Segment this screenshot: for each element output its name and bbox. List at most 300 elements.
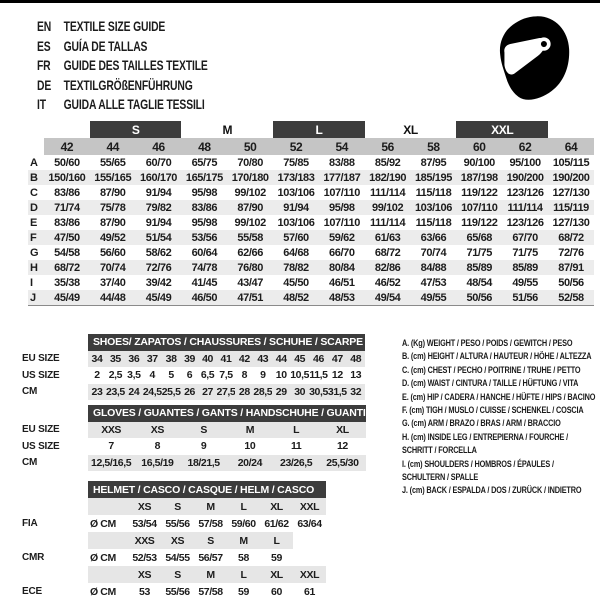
- shoes-size-table: [22, 334, 365, 400]
- measurement-cell: 47/53: [420, 276, 447, 289]
- shoes-value-cell: 6,5: [200, 369, 215, 382]
- helmet-value-cell: 53: [139, 585, 150, 598]
- shoes-value-cell: 30,5: [309, 384, 328, 401]
- measurement-cell: 45/49: [136, 290, 182, 306]
- measurement-cell: 44/48: [90, 290, 136, 306]
- measurement-cell: 82/86: [365, 260, 411, 275]
- racing-helmet-icon: [491, 12, 575, 108]
- legend-item: J. (cm) BACK / ESPALDA / DOS / ZURÜCK / INDIETRO: [402, 484, 582, 496]
- measurement-cell: 46/50: [181, 290, 227, 306]
- measurement-cell: 91/94: [145, 216, 172, 229]
- standard-label-fia: FIA: [22, 518, 38, 529]
- measurement-cell: 64/68: [283, 246, 309, 259]
- language-row: [37, 37, 208, 57]
- blank-cell: [44, 121, 90, 138]
- measurement-cell: 50/56: [558, 276, 584, 289]
- helmet-size-cell: XS: [128, 566, 161, 583]
- shoes-value-cell: 28,5: [253, 384, 272, 401]
- measurement-cell: 47/50: [44, 230, 90, 245]
- helmet-standard-row-fia: [22, 515, 326, 532]
- guide-title-en: TEXTILE SIZE GUIDE: [63, 18, 166, 34]
- measurement-cell: 54/58: [54, 246, 80, 259]
- size-numbers-row: [28, 138, 594, 155]
- shoes-value-cell: 31,5: [328, 384, 347, 401]
- gloves-row-label: CM: [22, 457, 38, 469]
- legend-item: I. (cm) SHOULDERS / HOMBROS / ÉPAULES / SCHULTERN / SPALLE: [402, 457, 554, 483]
- measurement-cell: 58/62: [145, 246, 172, 259]
- measurement-cell: 57/60: [273, 230, 319, 245]
- measurement-cell: 83/88: [329, 156, 355, 169]
- helmet-standard-row-ece: [22, 583, 326, 600]
- measurement-cell: 87/90: [99, 186, 126, 199]
- measurement-cell: 60/70: [145, 156, 172, 169]
- shoes-value-cell: 38: [162, 351, 181, 368]
- gloves-title: GLOVES / GUANTES / GANTS / HANDSCHUHE / GUANTI: [88, 405, 366, 422]
- measurement-cell: 72/76: [136, 260, 182, 275]
- shoes-value-cell: 28: [235, 384, 253, 401]
- helmet-value-cell: 63/64: [297, 517, 322, 530]
- shoes-value-cell: 44: [272, 351, 290, 368]
- measurement-cell: 61/63: [365, 230, 411, 245]
- gloves-row: [22, 455, 366, 472]
- measurement-cell: 46/52: [374, 276, 401, 289]
- helmet-size-cell: L: [227, 498, 260, 515]
- measurement-cell: 111/114: [370, 186, 406, 199]
- language-row: [37, 56, 208, 76]
- measurement-cell: 43/47: [237, 276, 263, 289]
- size-band-xl: XL: [403, 122, 418, 137]
- row-key-cell: B: [28, 170, 44, 185]
- measurement-cell: 105/115: [552, 156, 590, 169]
- measurement-cell: 45/49: [44, 290, 90, 306]
- measurement-cell: 185/195: [411, 170, 457, 185]
- shoes-value-cell: 39: [181, 351, 199, 368]
- shoes-row: [22, 367, 365, 384]
- size-number-cell: 46: [136, 138, 182, 155]
- blank-band-cell: [88, 532, 128, 549]
- legend-item: F. (cm) TIGH / MUSLO / CUISSE / SCHENKEL / COSCIA: [402, 404, 584, 416]
- shoes-value-cell: 36: [125, 351, 143, 368]
- shoes-value-cell: 37: [143, 351, 162, 368]
- helmet-value-cell: 55/56: [165, 517, 190, 530]
- standard-label-ece: ECE: [22, 586, 42, 597]
- measurement-cell: 66/70: [329, 246, 355, 259]
- measurement-cell: 115/118: [415, 186, 452, 199]
- measurement-cell: 49/55: [512, 276, 538, 289]
- measurement-cell: 95/98: [191, 216, 218, 229]
- helmet-value-cell: 61/62: [264, 517, 289, 530]
- language-code: DE: [37, 76, 52, 93]
- helmet-size-cell: XS: [128, 498, 161, 515]
- gloves-value-cell: S: [181, 422, 227, 439]
- shoes-row: [22, 351, 365, 368]
- diameter-unit-cell: Ø CM: [90, 551, 116, 564]
- shoes-value-cell: 2: [94, 369, 100, 382]
- measurement-cell: 72/76: [558, 246, 584, 259]
- measurement-cell: 71/74: [44, 200, 90, 215]
- racing-helmet-svg: [491, 12, 575, 108]
- helmet-size-cell: M: [227, 532, 260, 549]
- guide-title-it: GUIDA ALLE TAGLIE TESSILI: [63, 96, 205, 112]
- shoes-title: SHOES/ ZAPATOS / CHAUSSURES / SCHUHE / SCARPE: [88, 334, 365, 351]
- measurement-cell: 70/74: [420, 246, 447, 259]
- size-number-cell: 64: [548, 138, 594, 155]
- measurement-cell: 165/175: [181, 170, 227, 185]
- measurement-cell: 182/190: [365, 170, 411, 185]
- language-row: [37, 76, 208, 96]
- measurement-cell: 95/98: [191, 186, 218, 199]
- blank-band-cell: [88, 498, 128, 515]
- measurement-cell: 71/75: [512, 246, 538, 259]
- helmet-size-cell: XXS: [128, 532, 161, 549]
- shoes-value-cell: 2,5: [108, 369, 123, 382]
- measurement-cell: 95/100: [509, 156, 541, 169]
- measurement-cell: 78/82: [273, 260, 319, 275]
- measurement-cell: 68/72: [548, 230, 594, 245]
- measurement-cell: 85/89: [502, 260, 548, 275]
- shoes-value-cell: 23,5: [106, 384, 125, 401]
- measurement-cell: 103/106: [411, 200, 457, 215]
- measurement-cell: 56/60: [99, 246, 126, 259]
- gloves-value-cell: 12: [336, 440, 348, 453]
- gloves-value-cell: 25,5/30: [319, 455, 365, 472]
- row-key-cell: F: [28, 230, 44, 245]
- legend-item: C. (cm) CHEST / PECHO / POITRINE / TRUHE / PETTO: [402, 363, 581, 375]
- measurement-cell: 65/68: [456, 230, 502, 245]
- shoes-value-cell: 6: [186, 369, 193, 382]
- shoes-value-cell: 10: [275, 369, 287, 382]
- helmet-value-cell: 57/58: [198, 585, 223, 598]
- measurement-cell: 115/119: [548, 200, 594, 215]
- shoes-value-cell: 27,5: [217, 384, 236, 401]
- helmet-sizes-row: [22, 566, 326, 583]
- helmet-standard-row-cmr: [22, 549, 326, 566]
- size-number-cell: 62: [502, 138, 548, 155]
- shoes-value-cell: 26: [181, 384, 199, 401]
- blank-cell: [22, 405, 88, 422]
- blank-cell: [28, 138, 44, 155]
- measurement-legend: [402, 336, 597, 497]
- gloves-value-cell: 8: [154, 440, 161, 453]
- gloves-header-row: [22, 405, 366, 422]
- measurement-cell: 99/102: [365, 200, 411, 215]
- diameter-unit-cell: Ø CM: [90, 585, 116, 598]
- helmet-size-cell: XS: [161, 532, 194, 549]
- helmet-size-cell: M: [194, 498, 227, 515]
- gloves-value-cell: 11: [290, 440, 302, 453]
- measurement-cell: 83/86: [54, 186, 80, 199]
- legend-item: G. (cm) ARM / BRAZO / BRAS / ARM / BRACCIO: [402, 417, 561, 429]
- measurement-cell: 47/51: [227, 290, 273, 306]
- measurement-cell: 55/65: [99, 156, 126, 169]
- measurement-cell: 90/100: [463, 156, 495, 169]
- measurement-row-G: [28, 245, 594, 260]
- measurement-cell: 45/50: [283, 276, 309, 289]
- guide-title-fr: GUIDE DES TAILLES TEXTILE: [63, 57, 208, 73]
- size-number-cell: 60: [456, 138, 502, 155]
- gloves-value-cell: 12,5/16,5: [88, 455, 134, 472]
- guide-title-de: TEXTILGRÖßENFÜHRUNG: [63, 76, 193, 93]
- language-title-list: [37, 17, 208, 115]
- measurement-cell: 53/56: [181, 230, 227, 245]
- size-number-cell: 48: [181, 138, 227, 155]
- shoes-row: [22, 384, 365, 401]
- measurement-row-J: [28, 290, 594, 306]
- measurement-cell: 75/78: [90, 200, 136, 215]
- gloves-value-cell: XS: [134, 422, 180, 439]
- gloves-row-label: EU SIZE: [22, 424, 60, 436]
- measurement-cell: 87/90: [99, 216, 126, 229]
- diameter-unit-cell: Ø CM: [90, 517, 116, 530]
- row-key-cell: I: [30, 276, 33, 289]
- row-key-cell: A: [30, 156, 38, 169]
- helmet-value-cell: 53/54: [132, 517, 157, 530]
- helmet-value-cell: 54/55: [165, 551, 190, 564]
- row-key-cell: H: [28, 260, 44, 275]
- gloves-row-label: US SIZE: [22, 440, 60, 452]
- shoes-value-cell: 43: [253, 351, 272, 368]
- shoes-value-cell: 47: [328, 351, 347, 368]
- measurement-cell: 65/75: [191, 156, 218, 169]
- helmet-value-cell: 56/57: [198, 551, 223, 564]
- legend-item: A. (Kg) WEIGHT / PESO / POIDS / GEWITCH / PESO: [402, 337, 573, 348]
- helmet-size-cell: M: [194, 566, 227, 583]
- measurement-cell: 49/52: [90, 230, 136, 245]
- gloves-value-cell: 10: [244, 440, 256, 453]
- measurement-cell: 48/53: [319, 290, 365, 306]
- measurement-cell: 55/58: [227, 230, 273, 245]
- row-key-cell: D: [28, 200, 44, 215]
- language-code: ES: [37, 37, 51, 54]
- gloves-value-cell: 23/26,5: [273, 455, 319, 472]
- helmet-size-cell: L: [227, 566, 260, 583]
- measurement-row-I: [28, 275, 594, 290]
- shoes-value-cell: 40: [199, 351, 217, 368]
- shoes-value-cell: 8: [241, 369, 248, 382]
- measurement-cell: 50/60: [54, 156, 80, 169]
- shoes-value-cell: 23: [88, 384, 106, 401]
- size-number-cell: 58: [411, 138, 457, 155]
- shoes-value-cell: 30: [290, 384, 309, 401]
- size-number-cell: 42: [44, 138, 90, 155]
- measurement-row-A: [28, 155, 594, 170]
- measurement-cell: 95/98: [319, 200, 365, 215]
- shoes-header-row: [22, 334, 365, 351]
- gloves-value-cell: L: [273, 422, 319, 439]
- measurement-cell: 37/40: [99, 276, 126, 289]
- measurement-cell: 107/110: [456, 200, 502, 215]
- standard-label-cmr: CMR: [22, 552, 45, 563]
- measurement-cell: 173/183: [273, 170, 319, 185]
- measurement-cell: 127/130: [552, 216, 590, 229]
- helmet-size-cell: S: [161, 498, 194, 515]
- blank-cell: [22, 481, 88, 498]
- measurement-cell: 79/82: [136, 200, 182, 215]
- measurement-cell: 67/70: [502, 230, 548, 245]
- helmet-size-cell: S: [161, 566, 194, 583]
- measurement-cell: 91/94: [145, 186, 172, 199]
- measurement-cell: 35/38: [54, 276, 80, 289]
- measurement-cell: 123/126: [506, 186, 544, 199]
- shoes-value-cell: 4: [149, 369, 155, 382]
- measurement-cell: 70/80: [237, 156, 263, 169]
- gloves-size-table: [22, 405, 366, 471]
- row-key-cell: C: [30, 186, 38, 199]
- measurement-cell: 48/52: [273, 290, 319, 306]
- shoes-value-cell: 42: [235, 351, 253, 368]
- measurement-row-B: [28, 170, 594, 185]
- blank-cell: [22, 498, 88, 515]
- measurement-cell: 46/51: [329, 276, 355, 289]
- helmet-sizes-row: [22, 532, 326, 549]
- gloves-value-cell: 18/21,5: [181, 455, 227, 472]
- helmet-size-cell: XXL: [293, 498, 326, 515]
- gloves-value-cell: 9: [200, 440, 207, 453]
- shoes-value-cell: 10,5: [290, 369, 310, 382]
- helmet-value-cell: 57/58: [198, 517, 223, 530]
- shoes-value-cell: 32: [347, 384, 365, 401]
- shoes-value-cell: 7,5: [219, 369, 233, 382]
- size-number-cell: 44: [90, 138, 136, 155]
- shoes-value-cell: 24,5: [143, 384, 162, 401]
- shoes-value-cell: 24: [125, 384, 143, 401]
- measurement-cell: 160/170: [136, 170, 182, 185]
- measurement-cell: 48/54: [466, 276, 493, 289]
- gloves-row: [22, 438, 366, 455]
- shoes-value-cell: 25,5: [162, 384, 181, 401]
- measurement-cell: 84/88: [411, 260, 457, 275]
- measurement-cell: 150/160: [44, 170, 90, 185]
- shoes-row-label: EU SIZE: [22, 353, 60, 365]
- helmet-value-cell: 60: [271, 585, 282, 598]
- gloves-row: [22, 422, 366, 439]
- helmet-size-table: [22, 481, 326, 600]
- shoes-value-cell: 11,5: [309, 369, 328, 382]
- measurement-cell: 60/64: [191, 246, 218, 259]
- row-key-cell: J: [28, 290, 44, 306]
- measurement-row-E: [28, 215, 594, 230]
- measurement-row-H: [28, 260, 594, 275]
- gloves-value-cell: XXS: [88, 422, 134, 439]
- measurement-cell: 76/80: [227, 260, 273, 275]
- gloves-value-cell: 7: [108, 440, 114, 453]
- language-code: IT: [37, 96, 46, 112]
- blank-cell: [548, 121, 594, 138]
- accessory-tables: [22, 334, 366, 600]
- blank-cell: [28, 121, 44, 138]
- measurement-cell: 68/72: [44, 260, 90, 275]
- gloves-value-cell: 20/24: [227, 455, 273, 472]
- shoes-value-cell: 45: [290, 351, 309, 368]
- blank-cell: [22, 334, 88, 351]
- helmet-size-cell: XXL: [293, 566, 326, 583]
- blank-cell: [22, 532, 88, 549]
- size-band-s: S: [90, 121, 182, 138]
- measurement-row-C: [28, 185, 594, 200]
- measurement-cell: 51/54: [136, 230, 182, 245]
- legend-item: D. (cm) WAIST / CINTURA / TAILLE / HÜFTUNG / VITA: [402, 377, 579, 389]
- measurement-cell: 80/84: [319, 260, 365, 275]
- helmet-value-cell: 52/53: [132, 551, 157, 564]
- measurement-cell: 59/62: [319, 230, 365, 245]
- measurement-cell: 103/106: [277, 216, 315, 229]
- measurement-cell: 91/94: [273, 200, 319, 215]
- measurement-cell: 70/74: [90, 260, 136, 275]
- helmet-value-cell: 61: [304, 585, 315, 598]
- shoes-value-cell: 5: [168, 369, 174, 382]
- shoes-value-cell: 12: [331, 369, 343, 382]
- helmet-size-cell: XL: [260, 566, 293, 583]
- gloves-value-cell: XL: [319, 422, 365, 439]
- shoes-value-cell: 46: [309, 351, 328, 368]
- measurement-cell: 127/130: [552, 186, 590, 199]
- measurement-cell: 87/95: [420, 156, 447, 169]
- measurement-cell: 52/58: [548, 290, 594, 306]
- measurement-cell: 39/42: [145, 276, 172, 289]
- shoes-value-cell: 29: [272, 384, 290, 401]
- helmet-value-cell: 59/60: [231, 517, 256, 530]
- shoes-value-cell: 41: [217, 351, 236, 368]
- measurement-cell: 87/90: [227, 200, 273, 215]
- measurement-cell: 107/110: [323, 186, 360, 199]
- helmet-value-cell: 58: [238, 551, 249, 564]
- measurement-cell: 103/106: [277, 186, 315, 199]
- helmet-value-cell: 59: [271, 551, 282, 564]
- measurement-cell: 111/114: [502, 200, 548, 215]
- measurement-cell: 177/187: [319, 170, 365, 185]
- size-band-m: M: [222, 122, 233, 137]
- size-number-cell: 52: [273, 138, 319, 155]
- top-border-rule: [0, 0, 600, 3]
- measurement-cell: 85/92: [374, 156, 401, 169]
- measurement-cell: 74/78: [181, 260, 227, 275]
- size-band-xxl: XXL: [456, 121, 548, 138]
- helmet-size-cell: S: [194, 532, 227, 549]
- size-band-l: L: [273, 121, 365, 138]
- measurement-cell: 83/86: [181, 200, 227, 215]
- measurement-cell: 50/56: [456, 290, 502, 306]
- gloves-value-cell: M: [227, 422, 273, 439]
- language-code: EN: [37, 18, 52, 34]
- shoes-row-label: CM: [22, 386, 38, 398]
- measurement-cell: 75/85: [283, 156, 309, 169]
- helmet-size-cell: L: [260, 532, 293, 549]
- language-code: FR: [37, 57, 51, 73]
- measurement-cell: 49/55: [411, 290, 457, 306]
- shoes-value-cell: 48: [347, 351, 365, 368]
- language-row: [37, 95, 208, 115]
- measurement-cell: 155/165: [90, 170, 136, 185]
- helmet-size-cell: [293, 532, 326, 549]
- helmet-header-row: [22, 481, 326, 498]
- measurement-cell: 119/122: [461, 216, 498, 229]
- measurement-cell: 68/72: [374, 246, 401, 259]
- measurement-cell: 119/122: [461, 186, 498, 199]
- measurement-cell: 187/198: [456, 170, 502, 185]
- blank-band-cell: [88, 566, 128, 583]
- language-row: [37, 17, 208, 37]
- measurement-cell: 83/86: [54, 216, 80, 229]
- helmet-sizes-row: [22, 498, 326, 515]
- blank-cell: [22, 566, 88, 583]
- size-number-cell: 50: [227, 138, 273, 155]
- size-number-cell: 54: [319, 138, 365, 155]
- measurement-cell: 99/102: [234, 186, 266, 199]
- measurement-cell: 111/114: [370, 216, 406, 229]
- measurement-cell: 62/66: [237, 246, 263, 259]
- shoes-value-cell: 35: [106, 351, 125, 368]
- shoes-row-label: US SIZE: [22, 369, 60, 381]
